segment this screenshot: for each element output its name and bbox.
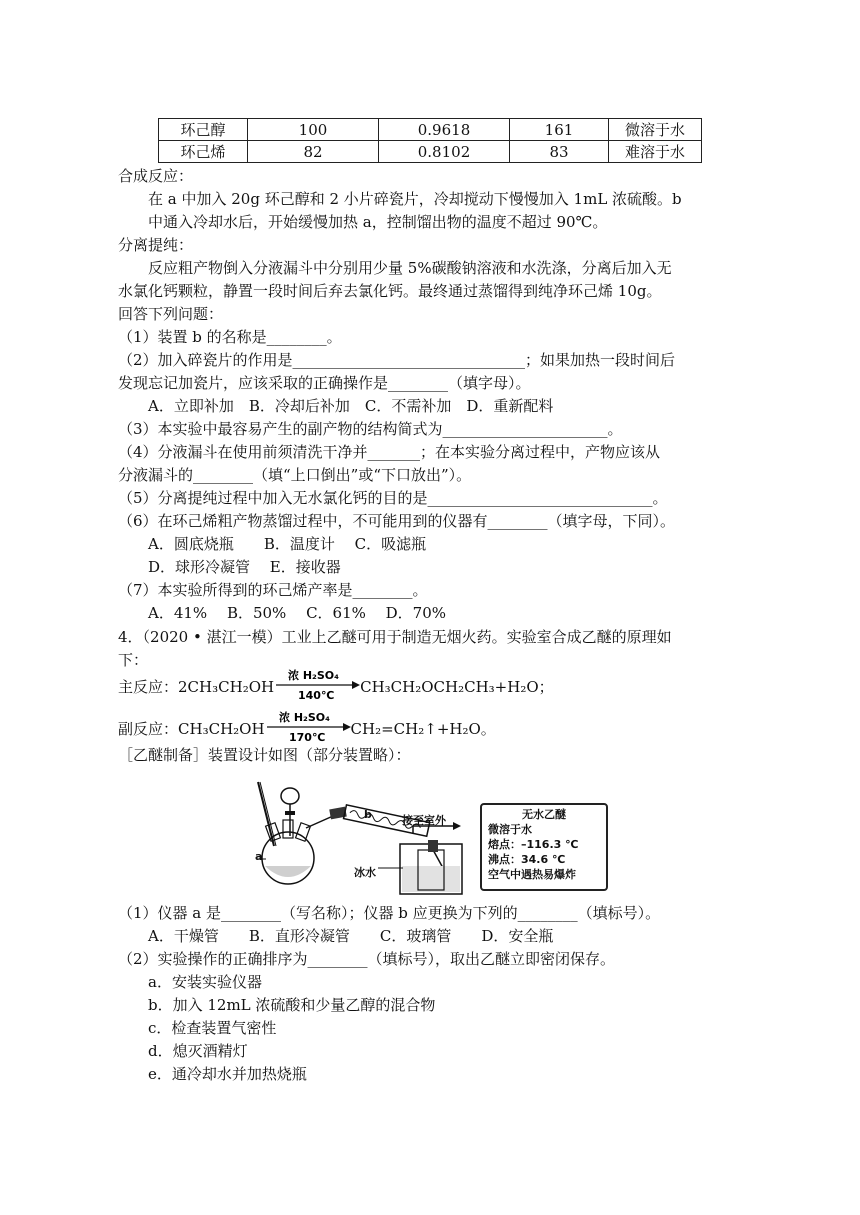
info-line: 空气中遇热易爆炸 [488,868,576,881]
condition-bottom: 170℃ [288,731,325,744]
table-cell: 难溶于水 [609,141,702,163]
paragraph-line: 水氯化钙颗粒，静置一段时间后弃去氯化钙。最终通过蒸馏得到纯净环己烯 10g。 [118,282,662,300]
question-line: 下： [118,651,149,669]
arrow-icon [274,667,360,707]
table-cell: 83 [510,141,609,163]
table-cell: 0.8102 [379,141,510,163]
question-line: 分液漏斗的________（填“上口倒出”或“下口放出”）。 [118,466,472,484]
answer-options: A．干燥管 B．直形冷凝管 C．玻璃管 D．安全瓶 [148,927,554,945]
question-line: （2）实验操作的正确排序为________（填标号），取出乙醚立即密闭保存。 [118,950,616,968]
table-cell: 100 [248,119,379,141]
question-line: （6）在环己烯粗产物蒸馏过程中，不可能用到的仪器有________（填字母，下同）。 [118,512,676,530]
reaction-label: 主反应： [118,678,179,696]
table-cell: 0.9618 [379,119,510,141]
reactant: CH₃CH₂OH [178,720,265,738]
side-reaction [118,711,496,744]
properties-table [158,118,702,163]
section-heading: 分离提纯： [118,236,194,254]
answer-options: A．圆底烧瓶 B．温度计 C．吸滤瓶 [148,535,427,553]
table-cell: 161 [510,119,609,141]
condition-bottom: 140℃ [298,689,335,702]
table-cell: 环己醇 [159,119,248,141]
table-cell: 环己烯 [159,141,248,163]
question-intro: 回答下列问题： [118,305,224,323]
funnel-icon [281,788,299,804]
question-line: （5）分离提纯过程中加入无水氯化钙的目的是______________________________。 [118,489,668,507]
answer-options: A．立即补加 B．冷却后补加 C．不需补加 D．重新配料 [148,397,554,415]
table-row [159,119,702,141]
reaction-label: 副反应： [118,720,179,738]
question-line: （1）仪器 a 是________（写名称）；仪器 b 应更换为下列的________（填标号）。 [118,904,661,922]
thermometer-icon [258,782,274,846]
label-outdoor: 接至室外 [402,814,446,827]
paragraph-line: 中通入冷却水后，开始缓慢加热 a，控制馏出物的温度不超过 90℃。 [148,213,608,231]
label-b: b [364,808,372,821]
step-item: d．熄灭酒精灯 [148,1042,248,1060]
arrow-icon [265,709,351,749]
answer-options: D．球形冷凝管 E．接收器 [148,558,341,576]
answer-options: A．41% B．50% C．61% D．70% [148,604,447,622]
product: CH₂=CH₂↑+H₂O。 [350,720,496,738]
info-line: 沸点：34.6 ℃ [488,853,566,866]
question-line: 4．（2020 • 湛江一模）工业上乙醚可用于制造无烟火药。实验室合成乙醚的原理如 [118,628,672,646]
ether-info-box [480,803,608,891]
step-item: b．加入 12mL 浓硫酸和少量乙醇的混合物 [148,996,436,1014]
question-line: （3）本实验中最容易产生的副产物的结构简式为______________________。 [118,420,623,438]
table-cell: 82 [248,141,379,163]
reactant: 2CH₃CH₂OH [178,678,275,696]
reaction-arrow [274,669,360,702]
condition-top: 浓 H₂SO₄ [278,711,330,724]
reaction-arrow [265,711,351,744]
question-line: （1）装置 b 的名称是________。 [118,328,342,346]
info-title: 无水乙醚 [522,808,566,821]
step-item: a．安装实验仪器 [148,973,262,991]
main-reaction [118,669,554,702]
question-line: （2）加入碎瓷片的作用是_______________________________；如果加热一段时间后 [118,351,676,369]
label-ice-water: 冰水 [354,866,376,879]
info-line: 微溶于水 [488,823,532,836]
question-line: （7）本实验所得到的环己烯产率是________。 [118,581,428,599]
condition-top: 浓 H₂SO₄ [288,669,340,682]
info-line: 熔点：–116.3 ℃ [488,838,579,851]
table-row [159,141,702,163]
product: CH₃CH₂OCH₂CH₃+H₂O； [360,678,554,696]
table-cell: 微溶于水 [609,119,702,141]
section-heading: ［乙醚制备］装置设计如图（部分装置略）： [118,746,411,764]
paragraph-line: 反应粗产物倒入分液漏斗中分别用少量 5%碳酸钠溶液和水洗涤，分离后加入无 [148,259,672,277]
step-item: e．通冷却水并加热烧瓶 [148,1065,307,1083]
paragraph-line: 在 a 中加入 20g 环己醇和 2 小片碎瓷片，冷却搅动下慢慢加入 1mL 浓硫酸。b [148,190,682,208]
step-item: c．检查装置气密性 [148,1019,277,1037]
question-line: （4）分液漏斗在使用前须清洗干净并_______；在本实验分离过程中，产物应该从 [118,443,661,461]
label-a: a [255,850,263,863]
question-line: 发现忘记加瓷片，应该采取的正确操作是________（填字母）。 [118,374,531,392]
section-heading: 合成反应： [118,167,194,185]
